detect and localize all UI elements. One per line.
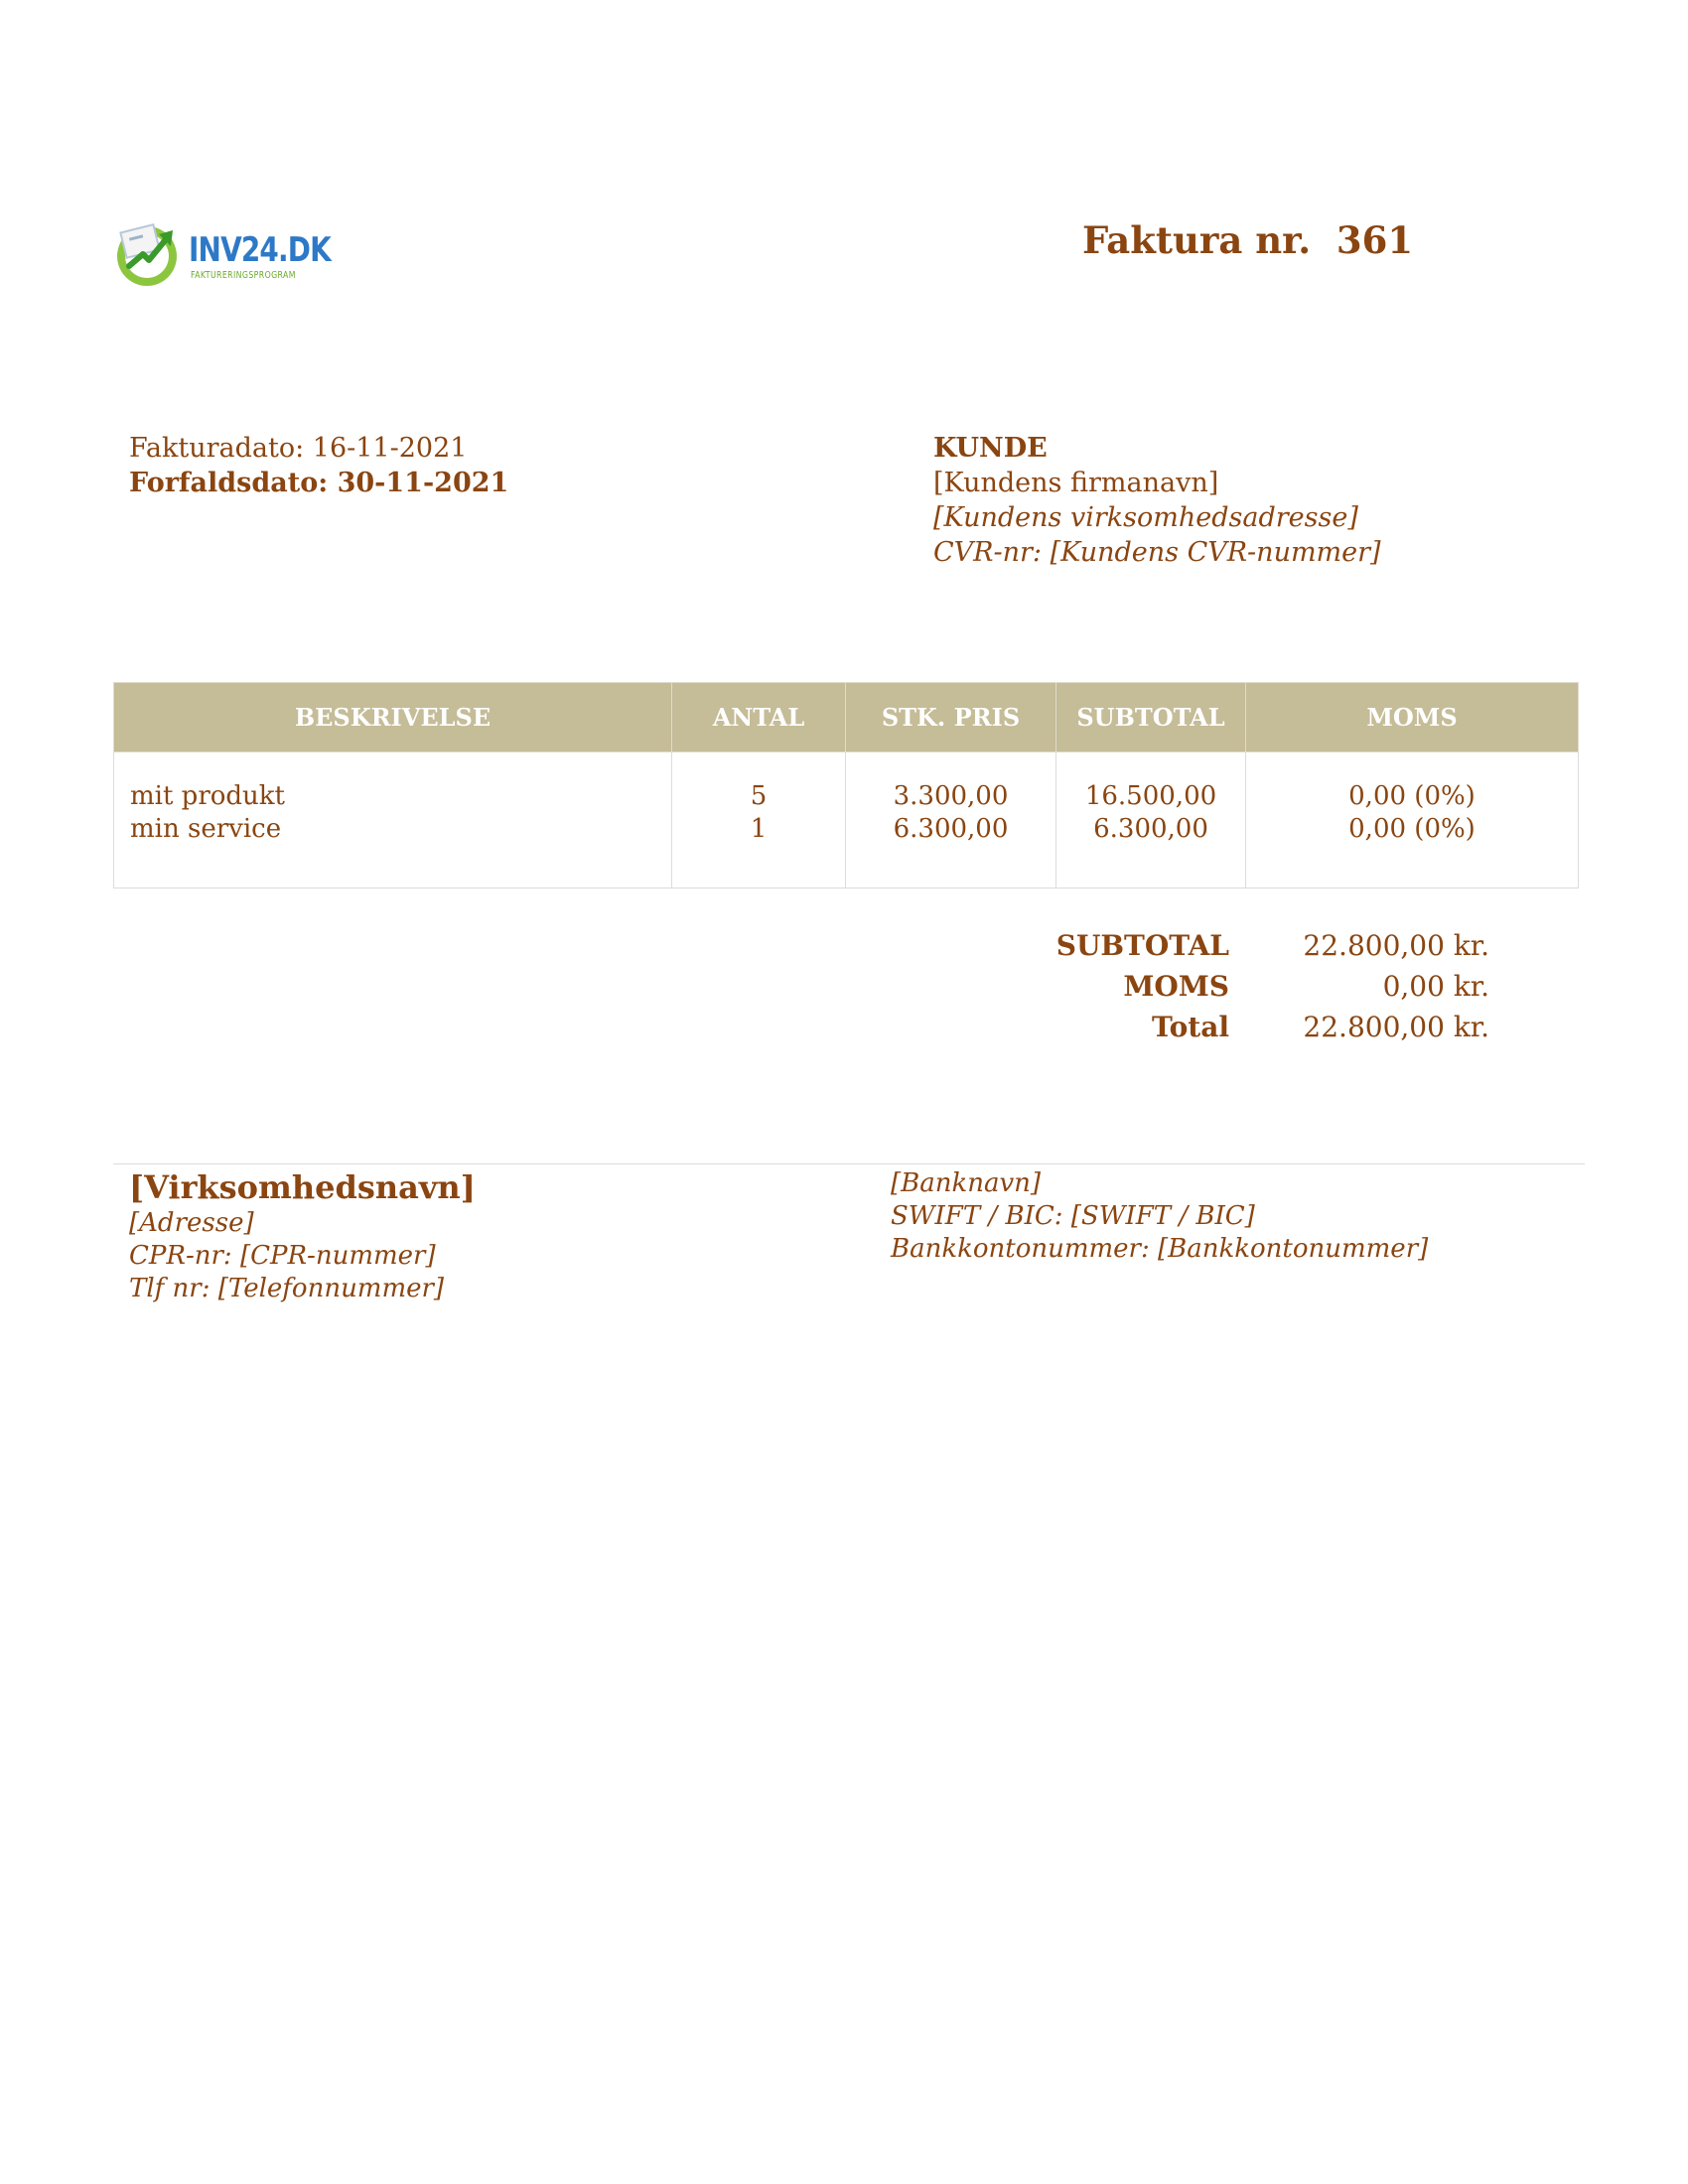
header-description: BESKRIVELSE xyxy=(114,683,672,752)
items-table xyxy=(113,682,1579,888)
customer-company: [Kundens firmanavn] xyxy=(933,468,1219,498)
totals-value: 0,00 kr. xyxy=(1382,970,1489,1003)
totals-label: Total xyxy=(1151,1011,1229,1043)
vat-cell xyxy=(1246,752,1579,888)
seller-address: [Adresse] xyxy=(129,1208,254,1238)
header-subtotal: SUBTOTAL xyxy=(1056,683,1246,752)
totals-value: 22.800,00 kr. xyxy=(1303,929,1489,962)
logo-tagline: FAKTURERINGSPROGRAM xyxy=(191,270,296,281)
item-vat: 0,00 (0%) xyxy=(1348,781,1476,811)
seller-phone: Tlf nr: [Telefonnummer] xyxy=(129,1274,445,1303)
totals-block xyxy=(993,929,1509,1051)
customer-block xyxy=(933,431,1381,570)
table-header-row xyxy=(114,683,1579,752)
table-row xyxy=(114,752,1579,888)
totals-row-vat xyxy=(993,970,1509,1011)
invoice-date: Fakturadato: 16-11-2021 xyxy=(129,433,468,464)
seller-cpr: CPR-nr: [CPR-nummer] xyxy=(129,1241,436,1271)
item-vat: 0,00 (0%) xyxy=(1348,814,1476,844)
seller-block xyxy=(129,1167,476,1305)
header-vat: MOMS xyxy=(1246,683,1579,752)
invoice-title: Faktura nr. 361 xyxy=(1082,218,1414,262)
customer-address: [Kundens virksomhedsadresse] xyxy=(933,502,1358,533)
unit-price-cell xyxy=(846,752,1056,888)
item-unit-price: 3.300,00 xyxy=(893,781,1009,811)
quantity-cell xyxy=(672,752,846,888)
footer-divider xyxy=(113,1163,1585,1164)
company-logo xyxy=(113,216,331,288)
logo-icon xyxy=(113,216,185,288)
header-unit-price: STK. PRIS xyxy=(846,683,1056,752)
item-quantity: 1 xyxy=(750,814,768,844)
totals-row-total xyxy=(993,1011,1509,1051)
due-date: Forfaldsdato: 30-11-2021 xyxy=(129,468,509,498)
subtotal-cell xyxy=(1056,752,1246,888)
item-subtotal: 16.500,00 xyxy=(1084,781,1217,811)
bank-swift: SWIFT / BIC: [SWIFT / BIC] xyxy=(891,1201,1255,1231)
customer-cvr: CVR-nr: [Kundens CVR-nummer] xyxy=(933,537,1381,568)
header-quantity: ANTAL xyxy=(672,683,846,752)
totals-row-subtotal xyxy=(993,929,1509,970)
totals-label: MOMS xyxy=(1123,970,1229,1003)
item-unit-price: 6.300,00 xyxy=(893,814,1009,844)
seller-name: [Virksomhedsnavn] xyxy=(129,1168,476,1206)
item-subtotal: 6.300,00 xyxy=(1093,814,1208,844)
customer-heading: KUNDE xyxy=(933,433,1048,464)
item-quantity: 5 xyxy=(750,781,768,811)
bank-block xyxy=(891,1167,1428,1266)
bank-account: Bankkontonummer: [Bankkontonummer] xyxy=(891,1234,1429,1264)
totals-value: 22.800,00 kr. xyxy=(1303,1011,1489,1043)
totals-label: SUBTOTAL xyxy=(1055,929,1229,962)
invoice-dates xyxy=(129,431,508,500)
logo-brand: INV24.DK xyxy=(189,230,331,270)
description-cell xyxy=(114,752,672,888)
bank-name: [Banknavn] xyxy=(891,1168,1042,1198)
item-description: min service xyxy=(130,814,282,844)
item-description: mit produkt xyxy=(130,781,285,811)
